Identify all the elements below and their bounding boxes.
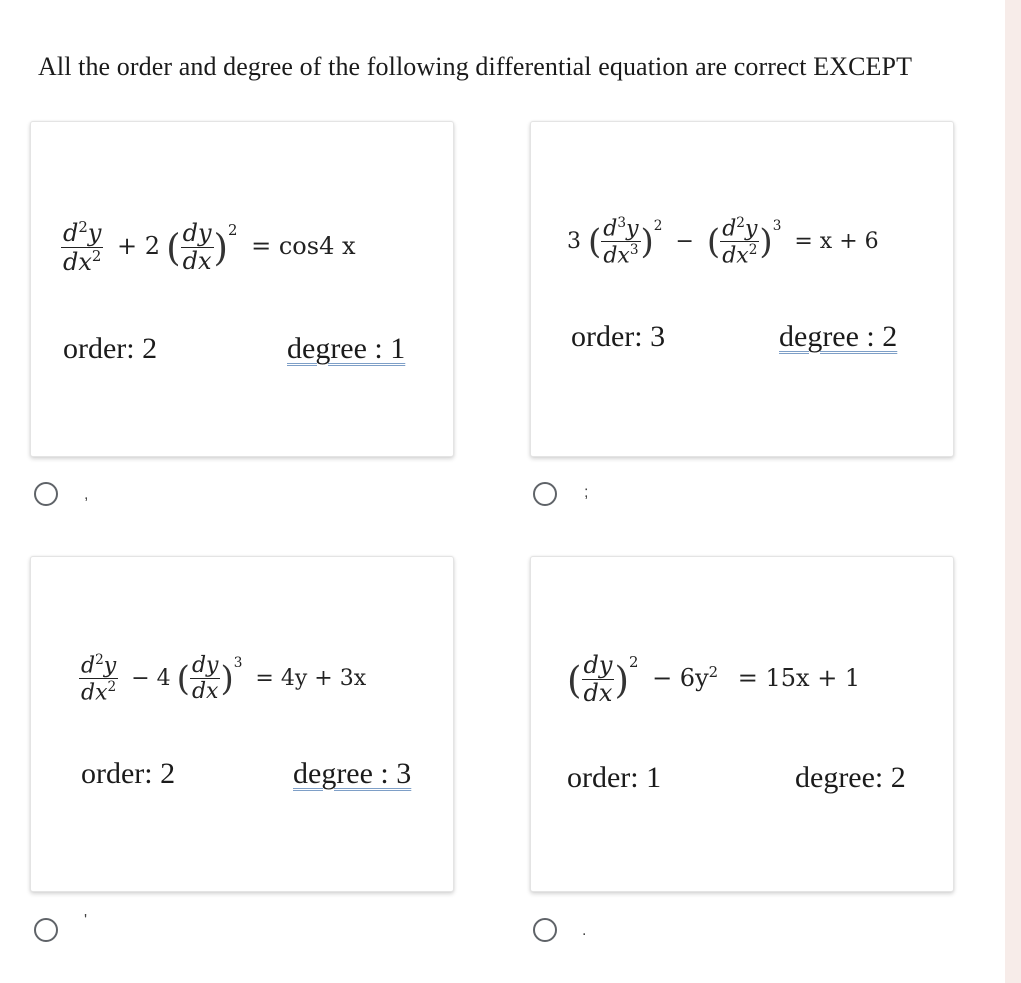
option-card-3[interactable] (30, 556, 454, 892)
option-3-radio[interactable] (34, 918, 58, 942)
order-label: order: 2 (81, 757, 176, 790)
equation-4: ( $\frac{dy}{dx}$ )$^2 - 6y^2 = 15x + 1$ (567, 651, 861, 708)
degree-label: degree : 2 (779, 320, 898, 353)
first-derivative-fraction: $\frac{dy}{dx}$ (182, 219, 212, 276)
first-derivative-fraction: $\frac{dy}{dx}$ (191, 653, 219, 705)
option-card-1[interactable] (30, 121, 454, 457)
option-card-2[interactable] (530, 121, 954, 457)
first-derivative-fraction: $\frac{dy}{dx}$ (583, 651, 613, 708)
option-1-radio-label: , (84, 486, 89, 503)
order-label: order: 3 (571, 320, 666, 353)
degree-label: degree : 1 (287, 332, 406, 365)
equation-1: $\frac{d^2y}{dx^2}$ + 2 ( $\frac{dy}{dx}$ )$^2$ = cos4 x (63, 218, 356, 277)
option-1-radio[interactable] (34, 482, 58, 506)
third-derivative-fraction: $\frac{d^3y}{dx^3}$ (603, 215, 639, 269)
order-label: order: 2 (63, 332, 158, 365)
second-derivative-fraction: $\frac{d^2y}{dx^2}$ (81, 652, 117, 706)
option-3-radio-label: ' (84, 912, 88, 929)
equation-3: $\frac{d^2y}{dx^2}$ − 4 ( $\frac{dy}{dx}$ )$^3$ = 4y + 3x (81, 652, 367, 706)
degree-label: degree : 3 (293, 757, 412, 790)
option-4-radio-label: . (582, 922, 587, 939)
question-text: All the order and degree of the following differential equation are correct EXCEPT (38, 52, 913, 81)
degree-label: degree: 2 (795, 761, 906, 794)
second-derivative-fraction: $\frac{d^2y}{dx^2}$ (722, 215, 758, 269)
equation-2: 3 ( $\frac{d^3y}{dx^3}$ )$^2$ − ( $\frac{d^2y}{dx^2}$ )$^3$ = x + 6 (567, 215, 879, 269)
option-card-4[interactable] (530, 556, 954, 892)
option-2-radio-label: ; (584, 484, 589, 501)
order-label: order: 1 (567, 761, 662, 794)
option-2-radio[interactable] (533, 482, 557, 506)
right-edge-strip (1005, 0, 1021, 983)
second-derivative-fraction: $\frac{d^2y}{dx^2}$ (63, 218, 102, 277)
option-4-radio[interactable] (533, 918, 557, 942)
